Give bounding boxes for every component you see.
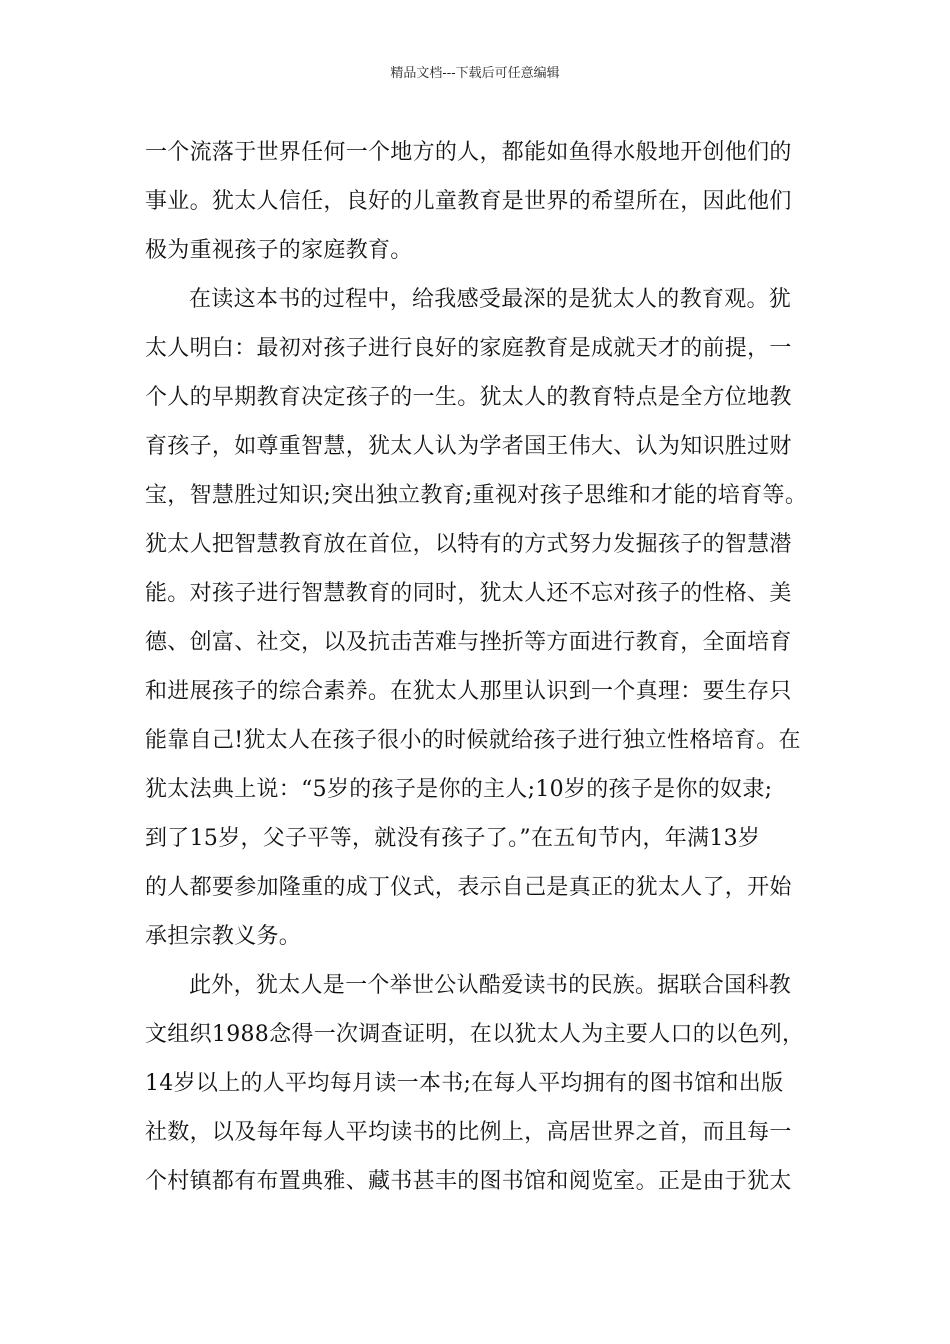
text-line: 宝，智慧胜过知识;突出独立教育;重视对孩子思维和才能的培育等。	[145, 483, 808, 508]
text-line: 到了15岁，父子平等，就没有孩子了。”在五旬节内，年满13岁	[145, 826, 761, 851]
text-line: 犹太法典上说：“5岁的孩子是你的主人;10岁的孩子是你的奴隶;	[145, 777, 773, 802]
text-line: 14岁以上的人平均每月读一本书;在每人平均拥有的图书馆和出版	[145, 1071, 784, 1096]
text-line: 一个流落于世界任何一个地方的人，都能如鱼得水般地开创他们的	[145, 140, 792, 165]
text-line: 在读这本书的过程中，给我感受最深的是犹太人的教育观。犹	[189, 287, 792, 312]
text-line: 个人的早期教育决定孩子的一生。犹太人的教育特点是全方位地教	[145, 385, 792, 410]
text-line: 社数，以及每年每人平均读书的比例上，高居世界之首，而且每一	[145, 1120, 792, 1145]
text-line: 个村镇都有布置典雅、藏书甚丰的图书馆和阅览室。正是由于犹太	[145, 1169, 792, 1194]
text-line: 此外，犹太人是一个举世公认酷爱读书的民族。据联合国科教	[189, 973, 792, 998]
text-line: 能。对孩子进行智慧教育的同时，犹太人还不忘对孩子的性格、美	[145, 581, 792, 606]
page-header: 精品文档---下载后可任意编辑	[390, 66, 560, 81]
text-line: 和进展孩子的综合素养。在犹太人那里认识到一个真理：要生存只	[145, 679, 792, 704]
paragraph-1	[145, 133, 825, 280]
text-line: 德、创富、社交，以及抗击苦难与挫折等方面进行教育，全面培育	[145, 630, 792, 655]
text-line: 文组织1988念得一次调查证明，在以犹太人为主要人口的以色列，	[145, 1022, 805, 1047]
text-line: 事业。犹太人信任，良好的儿童教育是世界的希望所在，因此他们	[145, 189, 792, 214]
document-body	[145, 133, 825, 1211]
paragraph-3	[145, 966, 825, 1211]
text-line: 育孩子，如尊重智慧，犹太人认为学者国王伟大、认为知识胜过财	[145, 434, 792, 459]
paragraph-2	[145, 280, 825, 966]
text-line: 的人都要参加隆重的成丁仪式，表示自己是真正的犹太人了，开始	[145, 875, 792, 900]
text-line: 极为重视孩子的家庭教育。	[145, 238, 413, 263]
text-line: 能靠自己!犹太人在孩子很小的时候就给孩子进行独立性格培育。在	[145, 728, 801, 753]
text-line: 承担宗教义务。	[145, 924, 302, 949]
text-line: 太人明白：最初对孩子进行良好的家庭教育是成就天才的前提，一	[145, 336, 792, 361]
text-line: 犹太人把智慧教育放在首位，以特有的方式努力发掘孩子的智慧潜	[145, 532, 792, 557]
